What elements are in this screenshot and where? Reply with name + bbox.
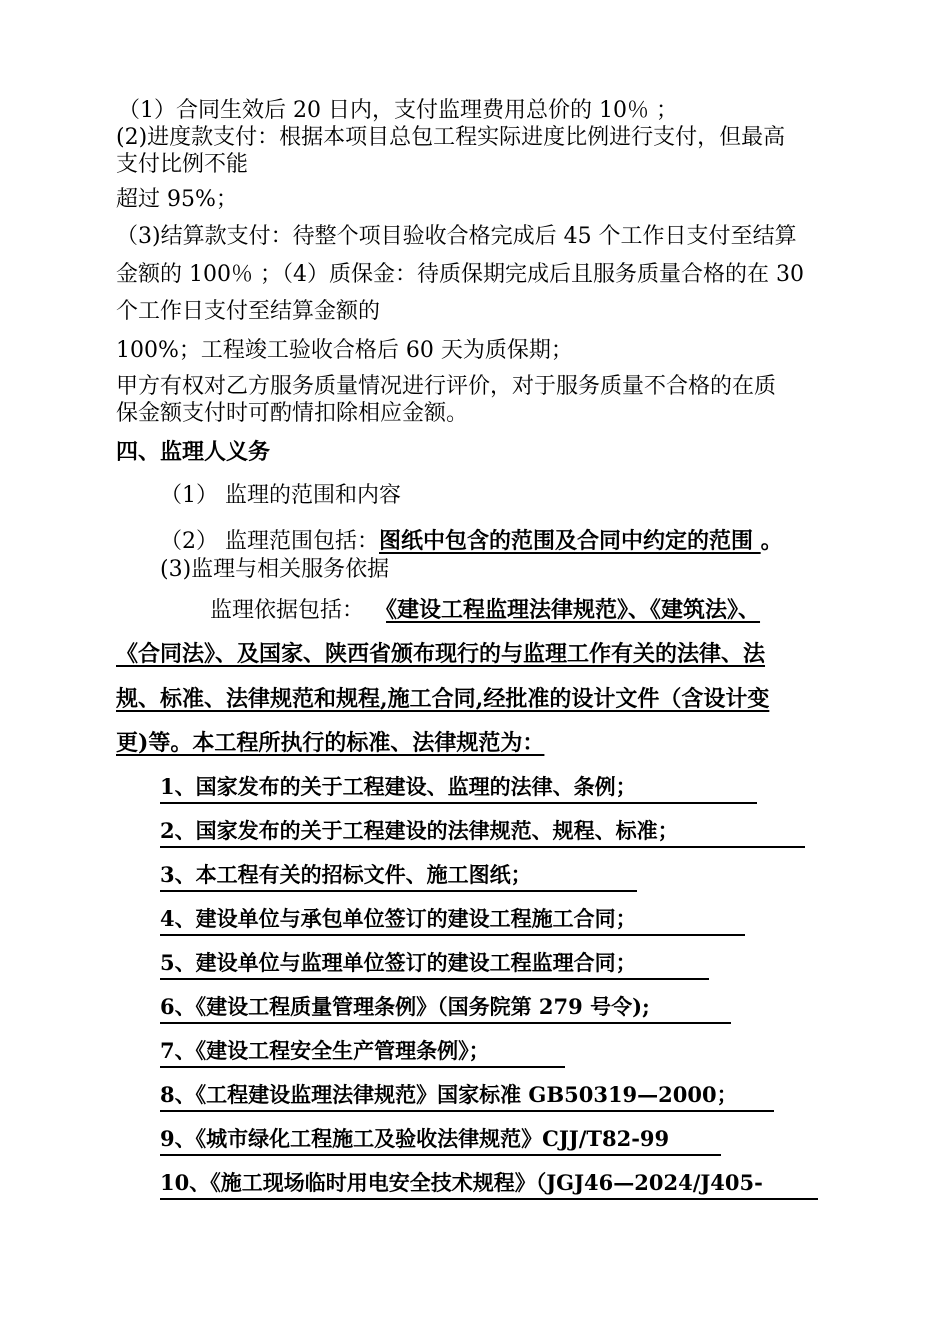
scope-prefix: （2） 监理范围包括： <box>160 529 379 554</box>
scope-title: （1） 监理的范围和内容 <box>160 483 401 508</box>
payment-item-3-line2: 金额的 100％ ；（4）质保金：待质保期完成后且服务质量合格的在 30 <box>116 262 804 287</box>
payment-item-2-line1: (2)进度款支付：根据本项目总包工程实际进度比例进行支付，但最高 <box>116 125 786 150</box>
standard-item-6: 6、《建设工程质量管理条例》（国务院第 279 号令); <box>160 993 731 1024</box>
basis-title: (3)监理与相关服务依据 <box>160 557 390 582</box>
payment-item-1: （1）合同生效后 20 日内，支付监理费用总价的 10％ ； <box>118 98 678 123</box>
basis-prefix: 监理依据包括： <box>210 598 365 623</box>
payment-note-line2: 保金额支付时可酌情扣除相应金额。 <box>116 401 469 426</box>
payment-item-2-line3: 超过 95%； <box>116 187 238 212</box>
standard-item-8: 8、《工程建设监理法律规范》国家标准 GB50319—2000； <box>160 1081 774 1112</box>
scope-suffix: 。 <box>760 528 783 554</box>
basis-line1 <box>210 596 760 625</box>
payment-item-3-line3: 个工作日支付至结算金额的 <box>116 299 381 324</box>
basis-line2: 《合同法》、及国家、陕西省颁布现行的与监理工作有关的法律、法 <box>116 641 766 667</box>
section-heading: 四、监理人义务 <box>116 439 271 465</box>
standard-item-4: 4、建设单位与承包单位签订的建设工程施工合同； <box>160 905 745 936</box>
payment-item-2-line2: 支付比例不能 <box>116 152 249 177</box>
standard-item-7: 7、《建设工程安全生产管理条例》； <box>160 1037 565 1068</box>
basis-line4: 更)等。本工程所执行的标准、法律规范为： <box>116 730 545 756</box>
payment-note-line1: 甲方有权对乙方服务质量情况进行评价，对于服务质量不合格的在质 <box>116 374 777 399</box>
standard-item-5: 5、建设单位与监理单位签订的建设工程监理合同； <box>160 949 709 980</box>
standard-item-10: 10、《施工现场临时用电安全技术规程》（JGJ46—2024/J405- <box>160 1169 818 1200</box>
payment-item-3-line1: （3)结算款支付：待整个项目验收合格完成后 45 个工作日支付至结算 <box>116 224 797 249</box>
standard-item-9: 9、《城市绿化工程施工及验收法律规范》CJJ/T82-99 <box>160 1125 721 1156</box>
basis-text-1: 《建设工程监理法律规范》、《建筑法》、 <box>386 597 761 623</box>
standard-item-2: 2、国家发布的关于工程建设的法律规范、规程、标准； <box>160 817 805 848</box>
standard-item-1: 1、国家发布的关于工程建设、监理的法律、条例； <box>160 773 757 804</box>
basis-line3: 规、标准、法律规范和规程,施工合同,经批准的设计文件（含设计变 <box>116 686 770 712</box>
standard-item-3: 3、本工程有关的招标文件、施工图纸； <box>160 861 637 892</box>
scope-value: 图纸中包含的范围及合同中约定的范围 <box>379 528 761 554</box>
scope-line <box>160 527 783 556</box>
payment-item-3-line4: 100%；工程竣工验收合格后 60 天为质保期； <box>116 338 573 363</box>
